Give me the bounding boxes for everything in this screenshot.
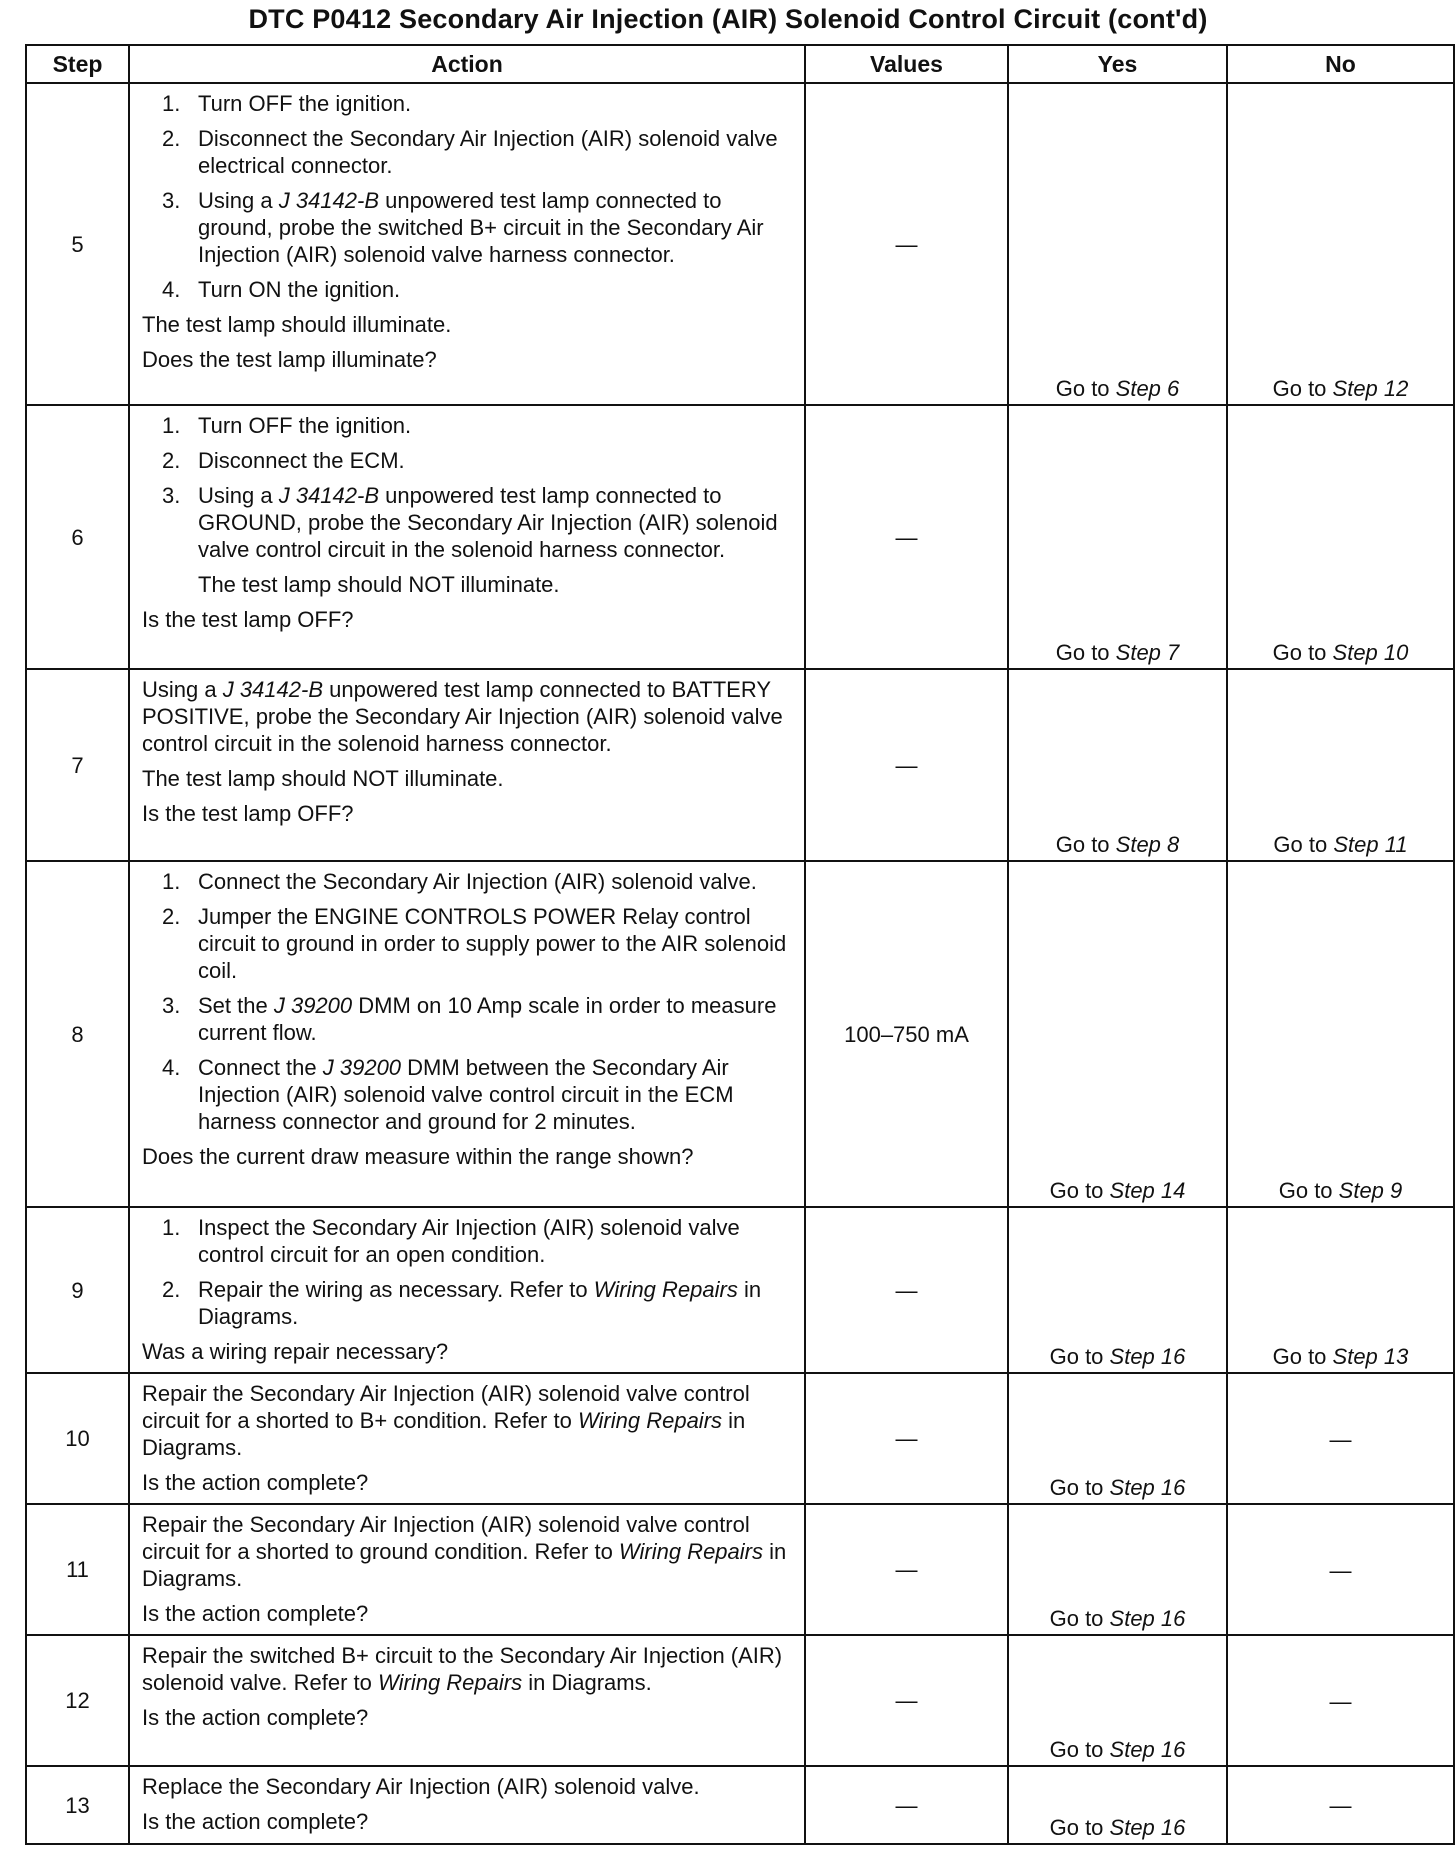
instruction-text	[198, 903, 796, 984]
numbered-instruction	[142, 276, 796, 303]
text-run: Is the action complete?	[142, 1809, 369, 1834]
reference-text: Step 12	[1332, 376, 1409, 401]
step-number: 10	[26, 1373, 129, 1504]
text-run: —	[1329, 1426, 1352, 1452]
numbered-instruction	[142, 447, 796, 474]
text-run: Go to	[1049, 1178, 1110, 1203]
reference-text: J 34142-B	[278, 188, 380, 213]
text-run: The test lamp should NOT illuminate.	[198, 572, 560, 597]
reference-text: Step 16	[1109, 1815, 1186, 1840]
text-run: Replace the Secondary Air Injection (AIR) solenoid valve.	[142, 1774, 700, 1799]
text-run: Is the action complete?	[142, 1705, 369, 1730]
action-cell	[129, 405, 805, 669]
values-cell: —	[805, 83, 1008, 405]
table-row	[26, 861, 1454, 1207]
header-no: No	[1227, 45, 1454, 83]
diagnostic-table	[25, 44, 1455, 1845]
instruction-line	[142, 311, 796, 338]
no-cell	[1227, 1207, 1454, 1373]
text-run: Go to	[1272, 1344, 1333, 1369]
text-run: Go to	[1272, 640, 1333, 665]
reference-text: Step 9	[1338, 1178, 1403, 1203]
text-run: in Diagrams.	[198, 1277, 762, 1329]
text-run: Repair the wiring as necessary. Refer to	[198, 1277, 594, 1302]
text-run: Repair the Secondary Air Injection (AIR) solenoid valve control circuit for a shorted to ground condition. Refer to	[142, 1512, 750, 1564]
instruction-number: 2.	[162, 1277, 181, 1302]
reference-text: Step 10	[1332, 640, 1409, 665]
action-list	[142, 868, 796, 1170]
reference-text: Step 11	[1333, 832, 1408, 857]
text-run: Turn ON the ignition.	[198, 277, 401, 302]
instruction-text	[198, 1214, 796, 1268]
text-run: Go to	[1049, 1475, 1110, 1500]
yes-cell	[1008, 861, 1227, 1207]
text-run: Using a	[198, 483, 279, 508]
reference-text: Wiring Repairs	[378, 1670, 523, 1695]
text-run: Go to	[1049, 1606, 1110, 1631]
instruction-number: 4.	[162, 1055, 181, 1080]
no-cell	[1227, 1504, 1454, 1635]
text-run: Go to	[1055, 640, 1116, 665]
values-cell: —	[805, 669, 1008, 861]
text-run: The test lamp should NOT illuminate.	[142, 766, 504, 791]
text-run: —	[1329, 1793, 1352, 1818]
table-row	[26, 1373, 1454, 1504]
reference-text: Step 14	[1109, 1178, 1186, 1203]
reference-text: Step 7	[1115, 640, 1180, 665]
text-run: Connect the Secondary Air Injection (AIR) solenoid valve.	[198, 869, 757, 894]
page-title: DTC P0412 Secondary Air Injection (AIR) Solenoid Control Circuit (cont'd)	[248, 4, 1208, 34]
instruction-line	[142, 1338, 796, 1365]
instruction-text	[198, 1276, 796, 1330]
instruction-number: 2.	[162, 448, 181, 473]
instruction-number: 1.	[162, 1215, 181, 1240]
numbered-instruction	[142, 90, 796, 117]
indented-note	[142, 571, 796, 598]
text-run: unpowered test lamp connected to GROUND, probe the Secondary Air Injection (AIR) solenoid valve control circuit in the solenoid harness connector.	[198, 483, 778, 562]
instruction-text	[198, 1054, 796, 1135]
reference-text: J 34142-B	[278, 483, 380, 508]
text-run: unpowered test lamp connected to ground, probe the switched B+ circuit in the Secondary Air Injection (AIR) solenoid valve harness connector.	[198, 188, 764, 267]
step-number: 5	[26, 83, 129, 405]
table-row	[26, 405, 1454, 669]
text-run: Was a wiring repair necessary?	[142, 1339, 449, 1364]
action-cell	[129, 1504, 805, 1635]
no-cell	[1227, 1373, 1454, 1504]
text-run: Go to	[1049, 1815, 1110, 1840]
text-run: Connect the	[198, 1055, 323, 1080]
reference-text: Step 16	[1109, 1475, 1186, 1500]
values-cell: 100–750 mA	[805, 861, 1008, 1207]
action-list	[142, 1214, 796, 1365]
numbered-instruction	[142, 868, 796, 895]
action-list	[142, 1642, 796, 1731]
step-number: 13	[26, 1766, 129, 1844]
text-run: in Diagrams.	[522, 1670, 652, 1695]
instruction-line	[142, 800, 796, 827]
table-row	[26, 1766, 1454, 1844]
values-cell: —	[805, 405, 1008, 669]
values-cell: —	[805, 1373, 1008, 1504]
instruction-text	[198, 412, 411, 439]
action-cell	[129, 83, 805, 405]
text-run: Go to	[1272, 376, 1333, 401]
instruction-number: 3.	[162, 188, 181, 213]
text-run: Is the action complete?	[142, 1601, 369, 1626]
reference-text: Wiring Repairs	[577, 1408, 723, 1433]
action-list	[142, 412, 796, 633]
instruction-number: 2.	[162, 126, 181, 151]
instruction-number: 1.	[162, 413, 181, 438]
yes-cell	[1008, 1373, 1227, 1504]
instruction-line	[142, 1642, 796, 1696]
action-list	[142, 676, 796, 827]
text-run: Disconnect the ECM.	[198, 448, 405, 473]
text-run: DMM between the Secondary Air Injection (AIR) solenoid valve control circuit in the ECM harness connector and ground for 2 minutes.	[198, 1055, 734, 1134]
text-run: Set the	[198, 993, 274, 1018]
step-number: 8	[26, 861, 129, 1207]
numbered-instruction	[142, 412, 796, 439]
instruction-text	[198, 447, 405, 474]
instruction-text	[198, 90, 411, 117]
step-number: 11	[26, 1504, 129, 1635]
table-row	[26, 1635, 1454, 1766]
instruction-number: 3.	[162, 483, 181, 508]
text-run: Inspect the Secondary Air Injection (AIR) solenoid valve control circuit for an open condition.	[198, 1215, 740, 1267]
no-cell	[1227, 861, 1454, 1207]
numbered-instruction	[142, 1214, 796, 1268]
values-cell: —	[805, 1207, 1008, 1373]
text-run: Is the test lamp OFF?	[142, 801, 354, 826]
action-cell	[129, 1207, 805, 1373]
instruction-text	[198, 482, 796, 563]
instruction-line	[142, 1600, 796, 1627]
text-run: —	[1329, 1688, 1352, 1714]
instruction-text	[198, 276, 400, 303]
instruction-number: 1.	[162, 91, 181, 116]
reference-text: Step 13	[1332, 1344, 1409, 1369]
header-action: Action	[129, 45, 805, 83]
values-cell: —	[805, 1635, 1008, 1766]
text-run: in Diagrams.	[142, 1408, 746, 1460]
action-cell	[129, 1373, 805, 1504]
values-cell: —	[805, 1766, 1008, 1844]
step-number: 9	[26, 1207, 129, 1373]
text-run: Jumper the ENGINE CONTROLS POWER Relay control circuit to ground in order to supply power to the AIR solenoid coil.	[198, 904, 787, 983]
numbered-instruction	[142, 1276, 796, 1330]
numbered-instruction	[142, 187, 796, 268]
instruction-line	[142, 1469, 796, 1496]
instruction-line	[142, 1808, 796, 1835]
action-list	[142, 1773, 796, 1835]
numbered-instruction	[142, 903, 796, 984]
reference-text: Step 16	[1109, 1606, 1186, 1631]
instruction-line	[142, 676, 796, 757]
yes-cell	[1008, 405, 1227, 669]
numbered-instruction	[142, 1054, 796, 1135]
reference-text: J 34142-B	[222, 677, 324, 702]
text-run: Turn OFF the ignition.	[198, 413, 412, 438]
text-run: Go to	[1049, 1737, 1110, 1762]
no-cell	[1227, 405, 1454, 669]
reference-text: Wiring Repairs	[593, 1277, 738, 1302]
action-list	[142, 1511, 796, 1627]
text-run: Using a	[142, 677, 223, 702]
step-number: 7	[26, 669, 129, 861]
numbered-instruction	[142, 992, 796, 1046]
header-step: Step	[26, 45, 129, 83]
instruction-line	[142, 1143, 796, 1170]
yes-cell	[1008, 669, 1227, 861]
numbered-instruction	[142, 125, 796, 179]
action-cell	[129, 669, 805, 861]
text-run: Repair the Secondary Air Injection (AIR) solenoid valve control circuit for a shorted to B+ condition. Refer to	[142, 1381, 750, 1433]
text-run: Does the test lamp illuminate?	[142, 347, 437, 372]
step-number: 6	[26, 405, 129, 669]
text-run: Turn OFF the ignition.	[198, 91, 412, 116]
no-cell	[1227, 1766, 1454, 1844]
table-row	[26, 1207, 1454, 1373]
instruction-text	[198, 187, 796, 268]
table-body	[26, 83, 1454, 1844]
table-row	[26, 1504, 1454, 1635]
reference-text: Step 6	[1115, 376, 1180, 401]
table-row	[26, 669, 1454, 861]
instruction-number: 1.	[162, 869, 181, 894]
action-cell	[129, 1635, 805, 1766]
text-run: Go to	[1055, 832, 1116, 857]
action-list	[142, 90, 796, 373]
instruction-line	[142, 765, 796, 792]
yes-cell	[1008, 83, 1227, 405]
table-row	[26, 83, 1454, 405]
text-run: Go to	[1278, 1178, 1339, 1203]
reference-text: Step 16	[1109, 1737, 1186, 1762]
action-cell	[129, 861, 805, 1207]
text-run: Using a	[198, 188, 279, 213]
instruction-line	[142, 606, 796, 633]
reference-text: J 39200	[273, 993, 353, 1018]
text-run: The test lamp should illuminate.	[142, 312, 452, 337]
text-run: —	[1329, 1557, 1352, 1583]
text-run: Go to	[1273, 832, 1334, 857]
text-run: Go to	[1055, 376, 1116, 401]
header-yes: Yes	[1008, 45, 1227, 83]
text-run: Disconnect the Secondary Air Injection (AIR) solenoid valve electrical connector.	[198, 126, 778, 178]
yes-cell	[1008, 1766, 1227, 1844]
instruction-text	[198, 868, 757, 895]
reference-text: Step 8	[1115, 832, 1180, 857]
action-list	[142, 1380, 796, 1496]
step-number: 12	[26, 1635, 129, 1766]
text-run: Repair the switched B+ circuit to the Secondary Air Injection (AIR) solenoid valve. Refer to	[142, 1643, 783, 1695]
no-cell	[1227, 669, 1454, 861]
text-run: unpowered test lamp connected to BATTERY POSITIVE, probe the Secondary Air Injection (AIR) solenoid valve control circuit in the solenoid harness connector.	[142, 677, 783, 756]
text-run: Is the test lamp OFF?	[142, 607, 354, 632]
yes-cell	[1008, 1207, 1227, 1373]
instruction-line	[142, 1773, 796, 1800]
table-header-row	[26, 45, 1454, 83]
instruction-text	[198, 125, 796, 179]
instruction-number: 4.	[162, 277, 181, 302]
instruction-number: 2.	[162, 904, 181, 929]
instruction-line	[142, 1511, 796, 1592]
instruction-number: 3.	[162, 993, 181, 1018]
numbered-instruction	[142, 482, 796, 563]
reference-text: J 39200	[322, 1055, 402, 1080]
yes-cell	[1008, 1504, 1227, 1635]
text-run: Does the current draw measure within the range shown?	[142, 1144, 694, 1169]
values-cell: —	[805, 1504, 1008, 1635]
reference-text: Step 16	[1109, 1344, 1186, 1369]
text-run: Is the action complete?	[142, 1470, 369, 1495]
instruction-line	[142, 1380, 796, 1461]
yes-cell	[1008, 1635, 1227, 1766]
action-cell	[129, 1766, 805, 1844]
text-run: in Diagrams.	[142, 1539, 787, 1591]
text-run: DMM on 10 Amp scale in order to measure current flow.	[198, 993, 777, 1045]
no-cell	[1227, 1635, 1454, 1766]
no-cell	[1227, 83, 1454, 405]
instruction-line	[142, 1704, 796, 1731]
instruction-line	[142, 346, 796, 373]
text-run: Go to	[1049, 1344, 1110, 1369]
reference-text: Wiring Repairs	[618, 1539, 763, 1564]
header-values: Values	[805, 45, 1008, 83]
instruction-text	[198, 992, 796, 1046]
